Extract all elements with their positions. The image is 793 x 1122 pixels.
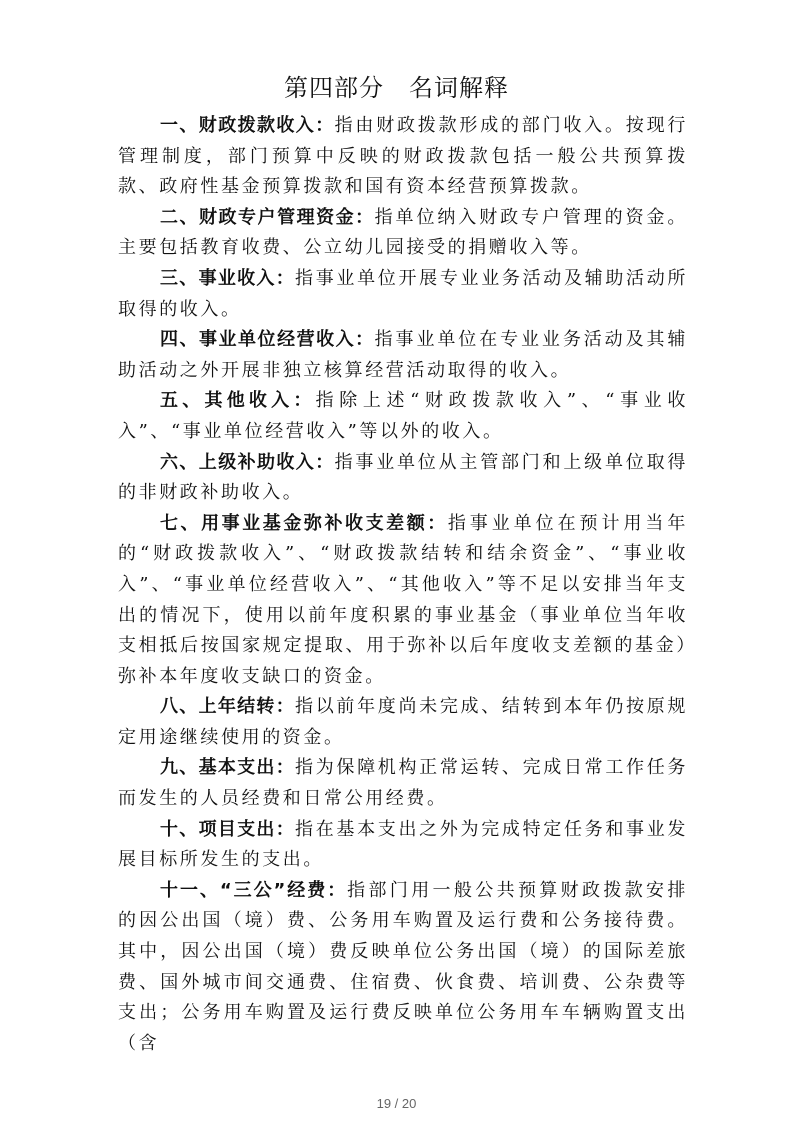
glossary-item: [118, 753, 688, 814]
glossary-term: 十一、“三公”经费：: [160, 879, 348, 901]
glossary-definition: 指除上述“财政拨款收入”、“事业收入”、“事业单位经营收入”等以外的收入。: [118, 390, 688, 442]
glossary-term: 五、其他收入：: [160, 390, 316, 412]
glossary-item: [118, 203, 688, 264]
glossary-definition: 指为保障机构正常运转、完成日常工作任务而发生的人员经费和日常公用经费。: [118, 757, 688, 810]
glossary-definition: 指单位纳入财政专户管理的资金。主要包括教育收费、公立幼儿园接受的捐赠收入等。: [118, 206, 689, 259]
glossary-term: 二、财政专户管理资金：: [160, 206, 375, 228]
glossary-item: [118, 509, 688, 693]
glossary-term: 十、项目支出：: [160, 818, 296, 840]
glossary-item: [118, 111, 688, 203]
glossary-definition: 指事业单位在专业业务活动及其辅助活动之外开展非独立核算经营活动取得的收入。: [118, 329, 689, 381]
glossary-term: 六、上级补助收入：: [160, 451, 335, 473]
glossary-term: 三、事业收入：: [160, 267, 296, 289]
glossary-definition: 指事业单位开展专业业务活动及辅助活动所取得的收入。: [118, 267, 688, 320]
glossary-definition: 指在基本支出之外为完成特定任务和事业发展目标所发生的支出。: [118, 818, 688, 871]
page-number: 19 / 20: [376, 1096, 417, 1111]
glossary-term: 八、上年结转：: [160, 696, 296, 718]
page-title: 第四部分 名词解释: [284, 74, 509, 102]
glossary-item: [118, 876, 688, 1060]
glossary-definition: 指事业单位从主管部门和上级单位取得的非财政补助收入。: [118, 451, 688, 504]
glossary-term: 四、事业单位经营收入：: [160, 329, 375, 351]
glossary-definition: 指部门用一般公共预算财政拨款安排的因公出国（境）费、公务用车购置及运行费和公务接待费。其中，因公出国（境）费反映单位公务出国（境）的国际差旅费、国外城市间交通费、住宿费、伙食费、培训费、公杂费等支出；公务用车购置及运行费反映单位公务用车车辆购置支出（含: [118, 879, 688, 1054]
glossary-term: 一、财政拨款收入：: [160, 115, 335, 136]
glossary-term: 七、用事业基金弥补收支差额：: [160, 512, 448, 534]
glossary-term: 九、基本支出：: [160, 757, 296, 779]
glossary-item: [118, 325, 688, 386]
glossary-item: [118, 448, 688, 509]
glossary-item: [118, 386, 688, 447]
glossary-item: [118, 815, 688, 876]
glossary-content: [118, 111, 688, 1059]
glossary-definition: 指以前年度尚未完成、结转到本年仍按原规定用途继续使用的资金。: [118, 696, 688, 748]
glossary-item: [118, 692, 688, 753]
glossary-definition: 指由财政拨款形成的部门收入。按现行管理制度，部门预算中反映的财政拨款包括一般公共预算拨款、政府性基金预算拨款和国有资本经营预算拨款。: [118, 115, 688, 198]
glossary-definition: 指事业单位在预计用当年的“财政拨款收入”、“财政拨款结转和结余资金”、“事业收入”、“事业单位经营收入”、“其他收入”等不足以安排当年支出的情况下，使用以前年度积累的事业基金（事业单位当年收支相抵后按国家规定提取、用于弥补以后年度收支差额的基金）弥补本年度收支缺口的资金。: [118, 512, 688, 687]
glossary-item: [118, 264, 688, 325]
